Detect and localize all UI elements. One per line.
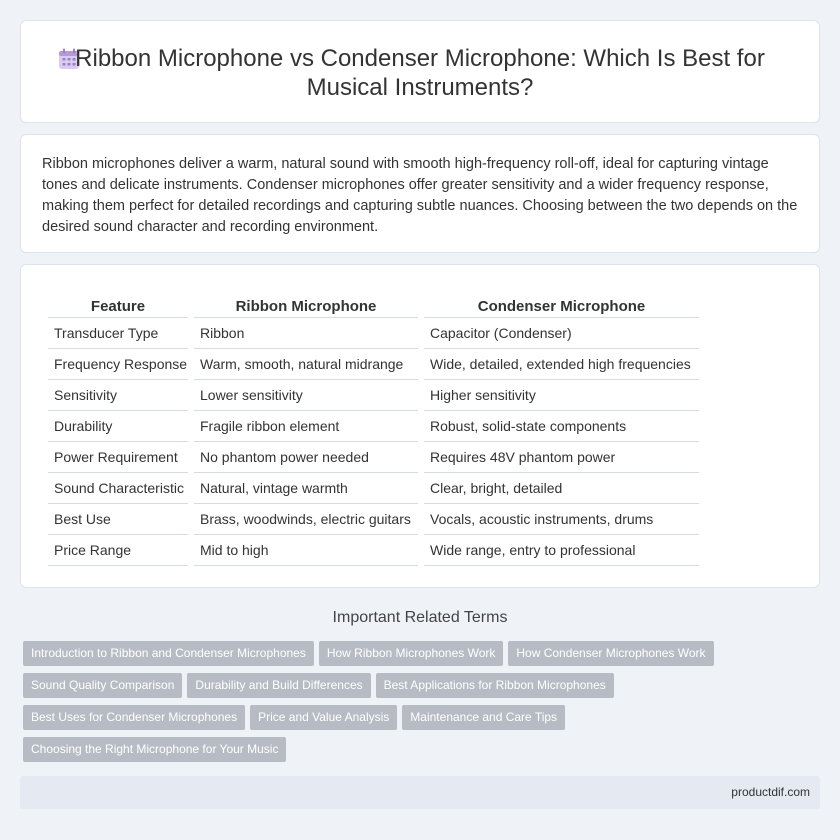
related-term-tag[interactable]: Introduction to Ribbon and Condenser Microphones (23, 641, 314, 666)
ribbon-cell: Lower sensitivity (194, 380, 418, 411)
related-term-tag[interactable]: Price and Value Analysis (250, 705, 397, 730)
condenser-cell: Requires 48V phantom power (424, 442, 699, 473)
related-term-tag[interactable]: Maintenance and Care Tips (402, 705, 565, 730)
related-terms-list (23, 641, 803, 769)
tag-row (23, 641, 803, 673)
feature-cell: Sensitivity (48, 380, 188, 411)
column-header-condenser: Condenser Microphone (424, 295, 699, 318)
table-row (48, 411, 699, 442)
condenser-cell: Wide, detailed, extended high frequencies (424, 349, 699, 380)
feature-cell: Power Requirement (48, 442, 188, 473)
feature-cell: Sound Characteristic (48, 473, 188, 504)
site-name[interactable]: productdif.com (731, 785, 810, 799)
condenser-cell: Wide range, entry to professional (424, 535, 699, 566)
header-card (20, 20, 820, 123)
condenser-cell: Higher sensitivity (424, 380, 699, 411)
feature-cell: Price Range (48, 535, 188, 566)
related-term-tag[interactable]: Choosing the Right Microphone for Your Music (23, 737, 286, 762)
related-term-tag[interactable]: How Ribbon Microphones Work (319, 641, 504, 666)
ribbon-cell: Natural, vintage warmth (194, 473, 418, 504)
feature-cell: Frequency Response (48, 349, 188, 380)
table-header-row (48, 295, 699, 318)
related-term-tag[interactable]: Best Uses for Condenser Microphones (23, 705, 245, 730)
table-row (48, 318, 699, 349)
intro-paragraph: Ribbon microphones deliver a warm, natural sound with smooth high-frequency roll-off, ideal for capturing vintage tones and delicate instruments. Condenser microphones offer greater sensitivity and a wider frequency response, making them perfect for detailed recordings and capturing subtle nuances. Choosing between the two depends on the desired sound character and recording environment. (42, 156, 798, 235)
table-row (48, 535, 699, 566)
tag-row (23, 673, 803, 705)
feature-cell: Best Use (48, 504, 188, 535)
intro-card (20, 134, 820, 253)
related-term-tag[interactable]: Sound Quality Comparison (23, 673, 182, 698)
condenser-cell: Capacitor (Condenser) (424, 318, 699, 349)
table-row (48, 380, 699, 411)
footer-bar (20, 776, 820, 809)
ribbon-cell: Mid to high (194, 535, 418, 566)
page-title: Ribbon Microphone vs Condenser Microphone: Which Is Best for Musical Instruments? (75, 45, 765, 101)
condenser-cell: Vocals, acoustic instruments, drums (424, 504, 699, 535)
column-header-feature: Feature (48, 295, 188, 318)
ribbon-cell: Fragile ribbon element (194, 411, 418, 442)
tag-row (23, 705, 803, 737)
condenser-cell: Robust, solid-state components (424, 411, 699, 442)
related-term-tag[interactable]: Durability and Build Differences (187, 673, 370, 698)
related-term-tag[interactable]: How Condenser Microphones Work (508, 641, 713, 666)
table-row (48, 504, 699, 535)
feature-cell: Durability (48, 411, 188, 442)
feature-cell: Transducer Type (48, 318, 188, 349)
table-row (48, 442, 699, 473)
table-row (48, 349, 699, 380)
tag-row (23, 737, 803, 769)
table-row (48, 473, 699, 504)
related-term-tag[interactable]: Best Applications for Ribbon Microphones (376, 673, 614, 698)
ribbon-cell: Ribbon (194, 318, 418, 349)
ribbon-cell: Warm, smooth, natural midrange (194, 349, 418, 380)
related-terms-heading: Important Related Terms (332, 609, 508, 626)
condenser-cell: Clear, bright, detailed (424, 473, 699, 504)
ribbon-cell: No phantom power needed (194, 442, 418, 473)
comparison-card (20, 264, 820, 588)
comparison-table (42, 295, 705, 566)
ribbon-cell: Brass, woodwinds, electric guitars (194, 504, 418, 535)
column-header-ribbon: Ribbon Microphone (194, 295, 418, 318)
